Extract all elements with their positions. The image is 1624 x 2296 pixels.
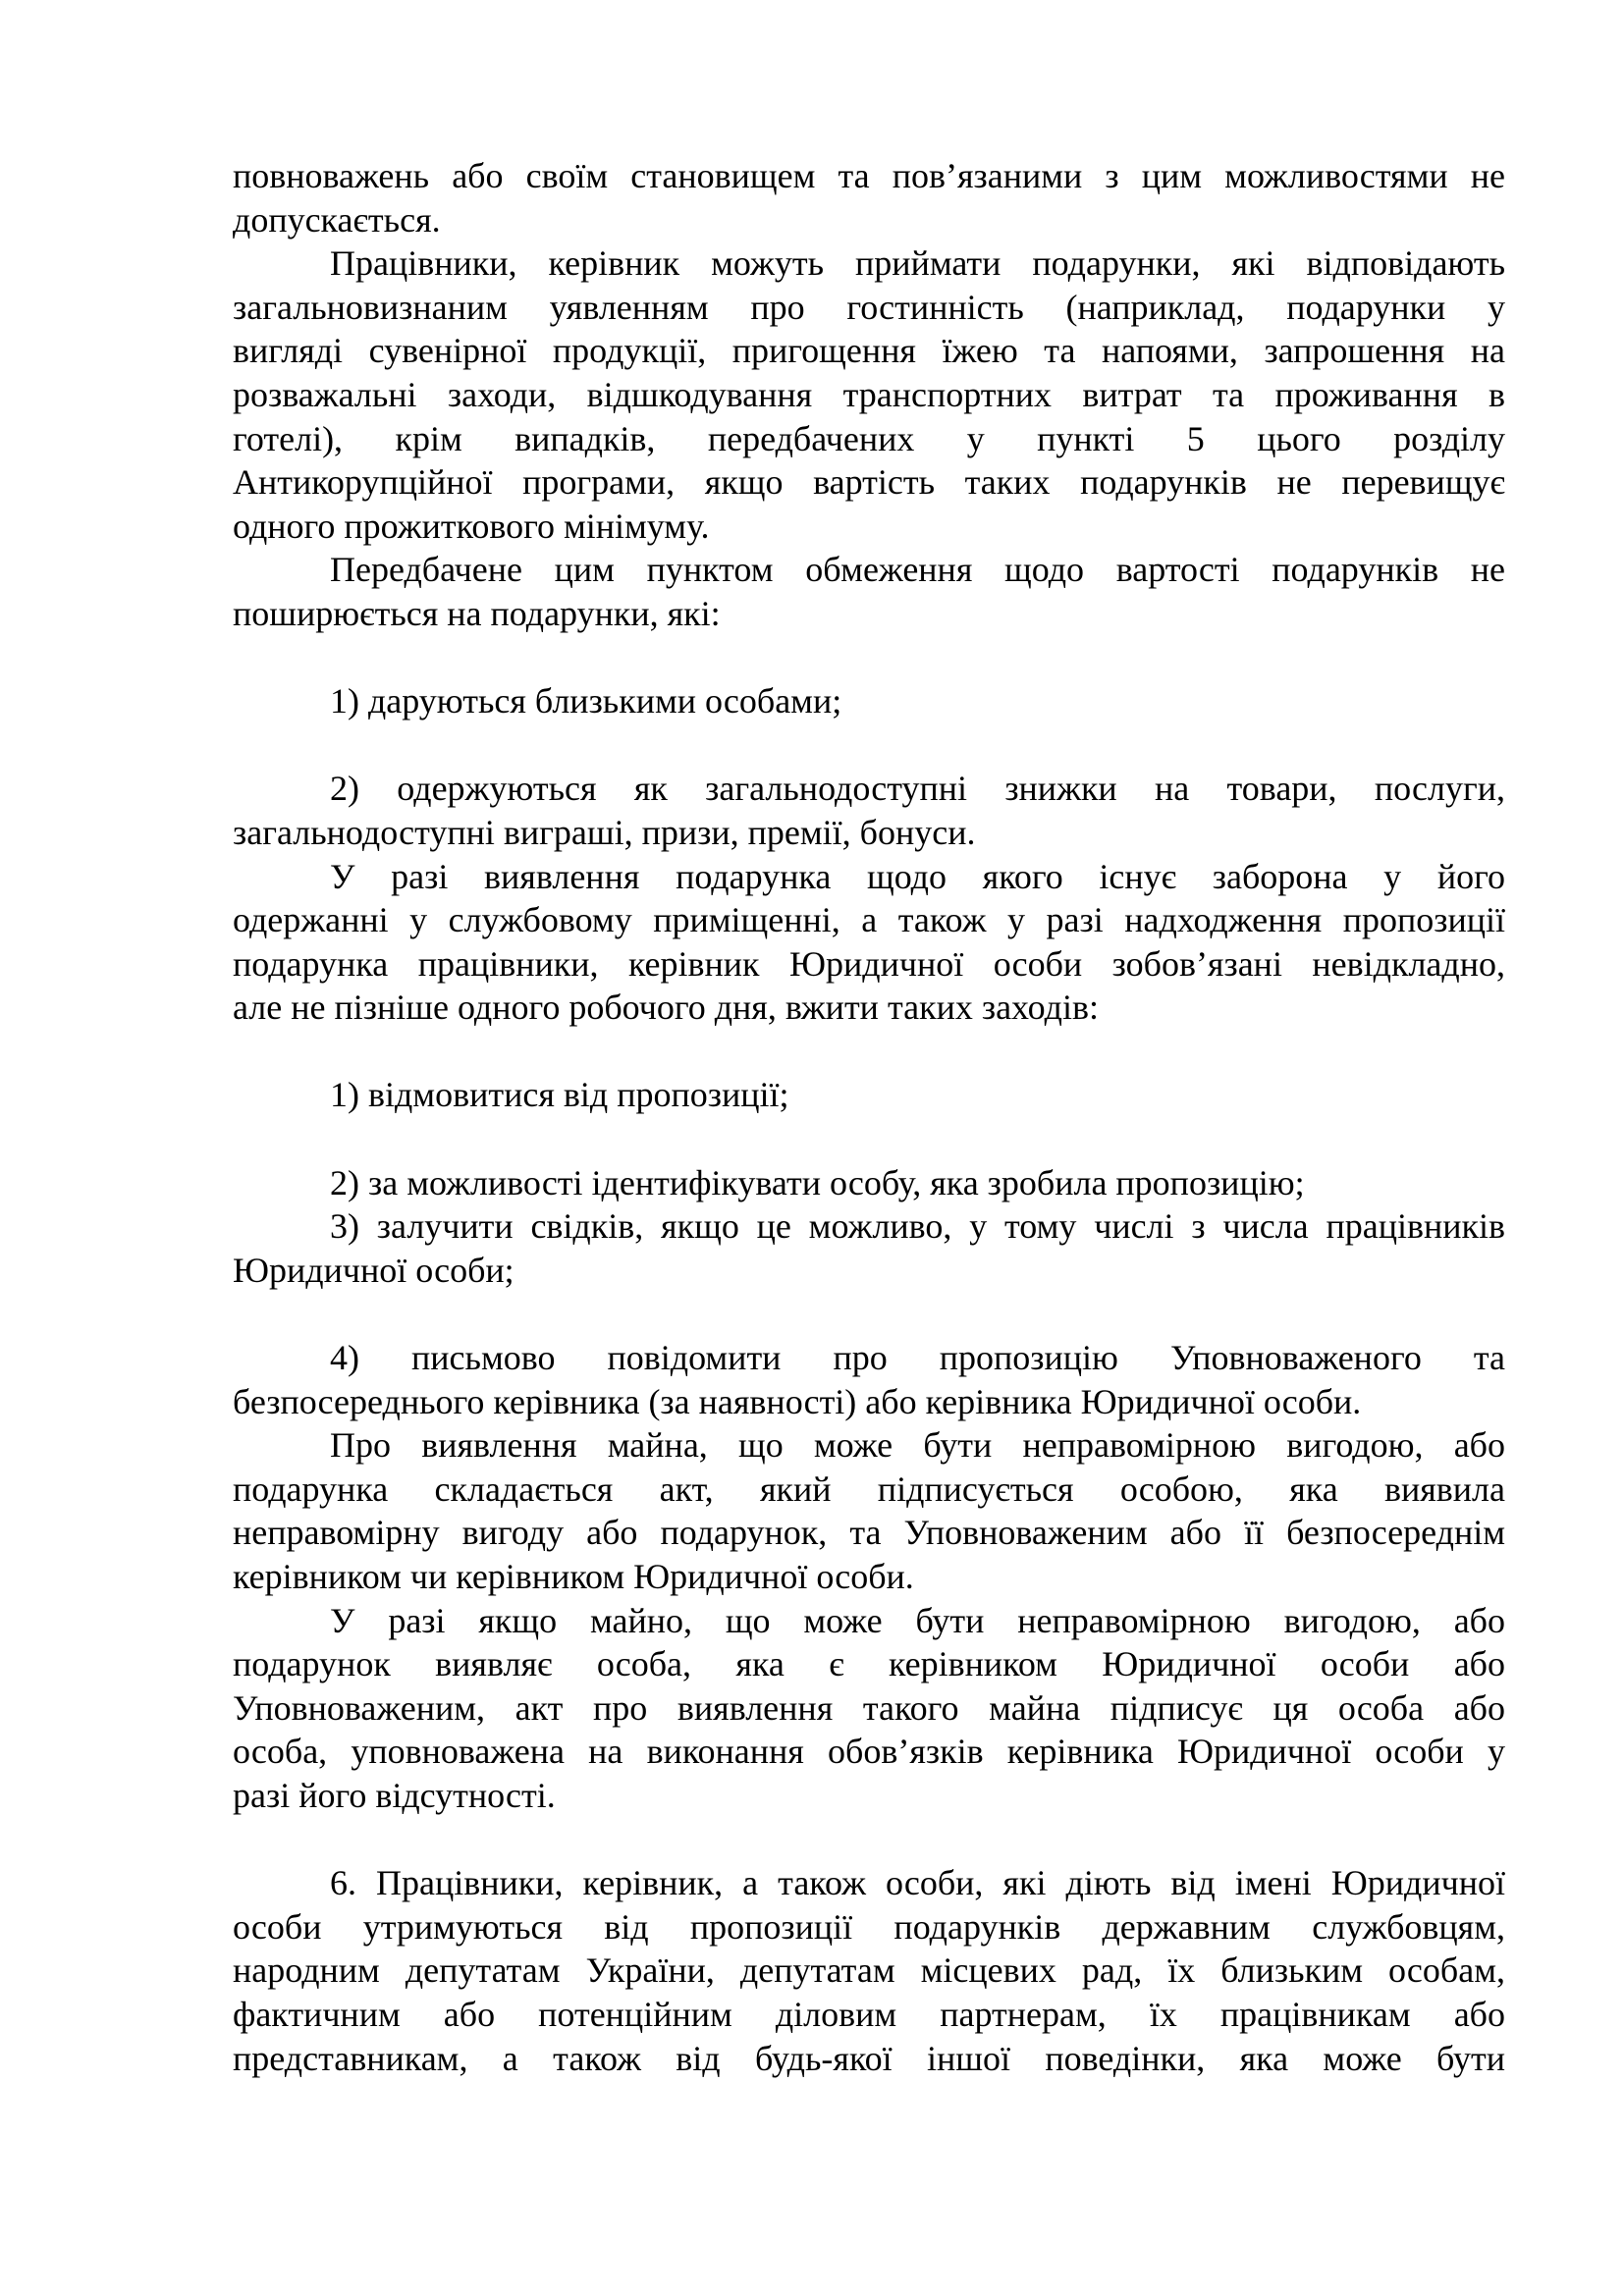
- text-line: подарунок виявляє особа, яка є керівником Юридичної особи або: [233, 1644, 1505, 1684]
- text-line: загальновизнаним уявленням про гостинність (наприклад, подарунки у: [233, 287, 1505, 327]
- text-line: представникам, а також від будь-якої іншої поведінки, яка може бути: [233, 2038, 1505, 2078]
- paragraph-start-line: Про виявлення майна, що може бути неправомірною вигодою, або: [330, 1425, 1505, 1466]
- text-line: одного прожиткового мінімуму.: [233, 506, 710, 546]
- paragraph-start-line: Передбачене цим пунктом обмеження щодо вартості подарунків не: [330, 550, 1505, 590]
- text-line: вигляді сувенірної продукції, пригощення їжею та напоями, запрошення на: [233, 331, 1505, 371]
- text-line: неправомірну вигоду або подарунок, та Уповноваженим або її безпосереднім: [233, 1513, 1505, 1553]
- text-line: безпосереднього керівника (за наявності) або керівника Юридичної особи.: [233, 1381, 1362, 1421]
- text-line: поширюється на подарунки, які:: [233, 593, 721, 633]
- list-item: 1) відмовитися від пропозиції;: [330, 1075, 789, 1115]
- text-line: загальнодоступні виграші, призи, премії, бонуси.: [233, 812, 976, 852]
- text-line: народним депутатам України, депутатам місцевих рад, їх близьким особам,: [233, 1950, 1505, 1991]
- paragraph-start-line: Працівники, керівник можуть приймати подарунки, які відповідають: [330, 243, 1505, 284]
- text-line: розважальні заходи, відшкодування транспортних витрат та проживання в: [233, 374, 1505, 414]
- paragraph-start-line: У разі якщо майно, що може бути неправомірною вигодою, або: [330, 1600, 1505, 1640]
- text-line: одержанні у службовому приміщенні, а також у разі надходження пропозиції: [233, 900, 1505, 940]
- text-line: повноважень або своїм становищем та пов’язаними з цим можливостями не: [233, 156, 1505, 195]
- document-body: [233, 154, 1505, 2080]
- text-line: допускається.: [233, 199, 441, 240]
- blank-line: [233, 723, 1505, 768]
- text-line: але не пізніше одного робочого дня, вжити таких заходів:: [233, 988, 1099, 1028]
- section-6-start-line: 6. Працівники, керівник, а також особи, які діють від імені Юридичної: [330, 1863, 1505, 1903]
- text-line: Юридичної особи;: [233, 1250, 514, 1290]
- text-line: готелі), крім випадків, передбачених у пункті 5 цього розділу: [233, 418, 1505, 458]
- list-item: 2) за можливості ідентифікувати особу, яка зробила пропозицію;: [330, 1162, 1305, 1202]
- paragraph-start-line: У разі виявлення подарунка щодо якого існує заборона у його: [330, 856, 1505, 896]
- text-line: керівником чи керівником Юридичної особи.: [233, 1557, 914, 1596]
- list-item: 1) даруються близькими особами;: [330, 681, 842, 721]
- list-item: 4) письмово повідомити про пропозицію Уповноваженого та: [330, 1338, 1505, 1378]
- text-line: Антикорупційної програми, якщо вартість таких подарунків не перевищує: [233, 462, 1505, 503]
- text-line: разі його відсутності.: [233, 1775, 556, 1815]
- text-line: особа, уповноважена на виконання обов’язків керівника Юридичної особи у: [233, 1732, 1505, 1772]
- blank-line: [233, 636, 1505, 680]
- list-item: 2) одержуються як загальнодоступні знижки на товари, послуги,: [330, 769, 1505, 809]
- text-line: фактичним або потенційним діловим партнерам, їх працівникам або: [233, 1994, 1505, 2034]
- blank-line: [233, 1818, 1505, 1862]
- blank-line: [233, 1030, 1505, 1074]
- blank-line: [233, 1117, 1505, 1161]
- text-line: особи утримуються від пропозиції подарунків державним службовцям,: [233, 1906, 1505, 1947]
- text-line: подарунка складається акт, який підписується особою, яка виявила: [233, 1468, 1505, 1509]
- list-item: 3) залучити свідків, якщо це можливо, у тому числі з числа працівників: [330, 1206, 1505, 1247]
- blank-line: [233, 1292, 1505, 1336]
- text-line: Уповноваженим, акт про виявлення такого майна підписує ця особа або: [233, 1687, 1505, 1728]
- text-line: подарунка працівники, керівник Юридичної особи зобов’язані невідкладно,: [233, 943, 1505, 984]
